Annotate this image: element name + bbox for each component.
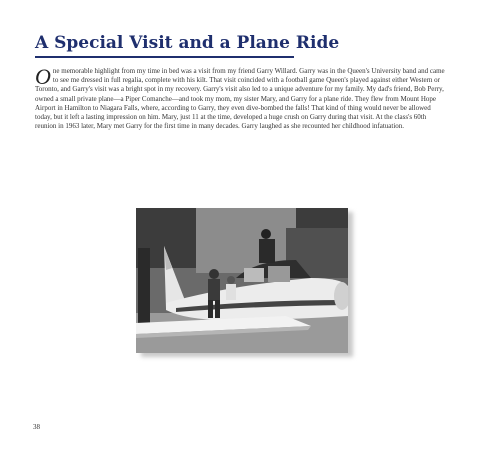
plane-photo-image bbox=[136, 208, 348, 353]
page-number: 38 bbox=[33, 423, 40, 431]
plane-photo bbox=[136, 208, 348, 353]
body-text: ne memorable highlight from my time in bed was a visit from my friend Garry Willard. Garry was in the Queen's University band and came to see me dressed in full regalia, complete with his kilt. That visit coincided with a football game Queen's played against either Western or Toronto, and Garry's visit was a bright spot in my recovery. Garry's visit also led to a unique adventure for my family. My dad's friend, Bob Perry, owned a small private plane—a Piper Comanche—and took my mom, my sister Mary, and Garry for a plane ride. They flew from Mount Hope Airport in Hamilton to Niagara Falls, where, according to Garry, they even dive-bombed the falls! That kind of thing would never be allowed today, but it left a lasting impression on him. Mary, just 11 at the time, developed a huge crush on Garry during that visit. At the class's 60th reunion in 1963 later, Mary met Garry for the first time in many decades. Garry laughed as she recounted her childhood infatuation. bbox=[35, 67, 445, 131]
page-title: A Special Visit and a Plane Ride bbox=[35, 33, 340, 53]
drop-cap: O bbox=[35, 64, 51, 89]
body-paragraph bbox=[35, 64, 447, 131]
title-underline bbox=[35, 56, 294, 58]
